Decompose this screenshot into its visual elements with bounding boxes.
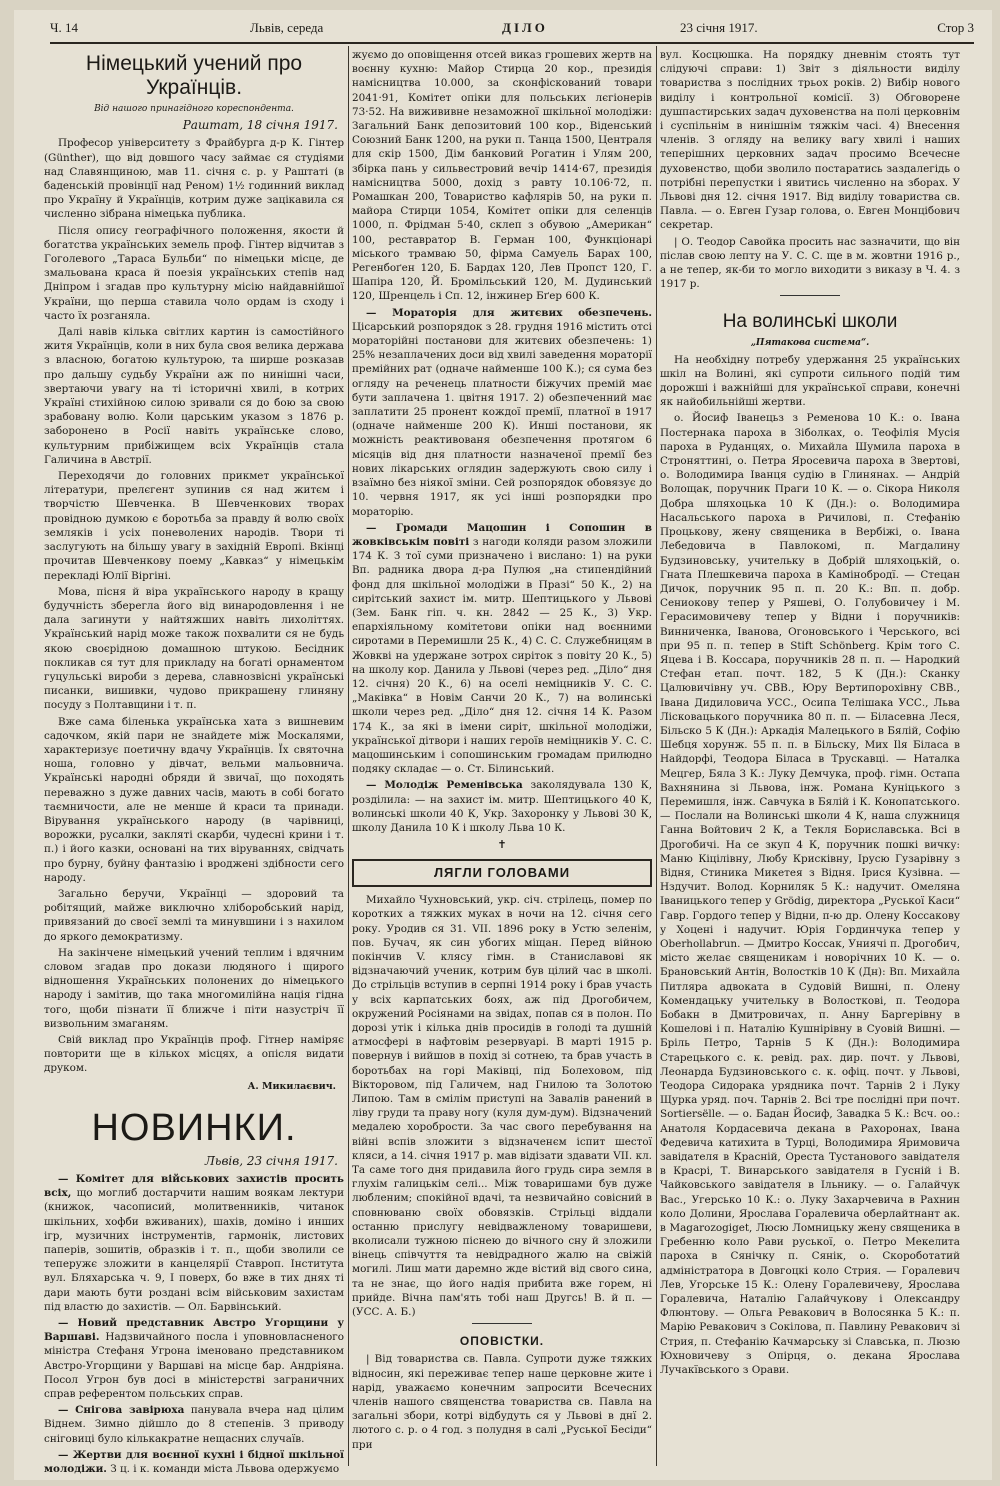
- divider: [472, 1323, 532, 1324]
- schools-subtitle: „Пятакова система“.: [750, 338, 870, 349]
- article-paragraph: Далі навів кілька світлих картин із самостійного житя Українців, коли в них була своя велика держава з власною, богатою культурою, та ширше розказав про дальшу судьбу України аж по нинішні часи, звертаючи увагу на ті історичні хвилі, в котрих Україні стихійною силою зривали ся до бою за свою зрабовану волю. Коли царським указом з 1876 р. заборонено в Росії навіть українське слово, культурним прибіжищем всіх Українців стала Галичина в Австрії.: [44, 326, 344, 466]
- issue-date: 23 січня 1917.: [680, 20, 758, 35]
- article-paragraph: Переходячи до головних прикмет української літератури, прелєгент зупинив ся над житєм і творчістю Шевченка. В Шевченкових творах провідною думкою є боротьба за правду й волю своїх земляків і усіх поневолених народів. Твори ті заслугують на більшу увагу в західній Европі. Вкінці прочитав Шевченкову поему „Кавказ“ у німецькім перекладі Юлії Віргіні.: [44, 470, 344, 582]
- announcement-text: | Від товариства св. Павла. Супроти дуже тяжких відносин, які переживає тепер наше церковне жите і нарід, уважаємо конечним запросити Всечесних членів нашого священства товариства св. Павла на загальні збори, котрі відбудуть ся у Львові в днї 2. лютого с. р. о 4 год. з полудня в салі „Руської Бесіди“ при: [352, 1353, 652, 1451]
- column-2: [352, 48, 652, 1468]
- article-paragraph: Після опису географічного положення, якости й богатства українських земель проф. Гінтер відчитав з Гоголевого „Тараса Бульби“ по німецьки місце, де змальована краса й поезія українських степів над Дніпром і згадав про культурну місію найдавнійшої України, що перша ставила чоло ордам із сходу і часто їх розганяла.: [44, 224, 344, 322]
- newspaper-page: [14, 10, 992, 1480]
- news-item-text: з нагоди коляди разом зложили 174 К. З тої суми призначено і вислано: 1) на руки Вп. радника двора д-ра Пулюя „на стипендійний фонд для шкільної молодіжи в Празі“ 50 К., 2) на сирітський захист ім. митр. Шептицького у Львові (Зем. Банк гіп. ч. кн. 2842 — 25 К., 3) Укр. епархіяльному комітетови опіки над воєнними сиротами в Перемишли 25 К., 4) С. С. Служебницям в Жовкві на удержане зотрох сиріток з повіту 20 К., 5) на школу кор. Данила у Львові (через ред. „Діло“ дня 12. січня) 20 К., 6) на оселі неміцників У. С. С. „Маківка“ в Новім Санчи 20 К., 7) на волинські школи через ред. „Діло“ дня 12. січня 14 К. Разом 174 К., за які в імени сиріт, шкільної молодіжи, української дітвори і наших героїв неміцників У. С. С. мацошинським і сопошинським громадам прилюдно подяку складає — о. Ст. Білинський.: [352, 535, 653, 776]
- news-item: [44, 1172, 344, 1314]
- news-item-text: заколядувала 130 К, розділила: — на захист ім. митр. Шептицького 40 К, волинські школи 40 К, Укр. Захоронку у Львові 30 К, школу Данила 10 К і школу Льва 10 К.: [352, 779, 652, 834]
- schools-intro: На необхідну потребу удержання 25 українських шкіл на Волині, які супроти сильного подій тим дорожші і важнійші для української справи, конечні як найобильнійші жертви.: [660, 353, 960, 409]
- news-item-lead: — Жертви для воєнної кухні і бідної шкільної молодіжи.: [44, 1448, 344, 1476]
- article-paragraph: Свій виклад про Українців проф. Гітнер наміряє повторити ще в кількох місцях, а опісля видати друком.: [44, 1034, 344, 1075]
- page-header: [50, 16, 974, 40]
- column-1: [44, 48, 344, 1476]
- news-item: [44, 1316, 344, 1401]
- article-paragraph: На закінчене німецький учений теплим і вдячним словом згадав про докази людяного і щирого відношення Українських полонених до німецького народу і замітив, що така многомилійна нація гідна того, щоби пізнати її ближче і піти назустріч її визвольним змаганям.: [44, 946, 344, 1030]
- news-item: [352, 306, 652, 519]
- article-paragraph: Професор університету з Фрайбурга д-р К. Гінтер (Günther), що від довшого часу займає ся студіями над Славянщиною, мав 11. січня с. р. у Раштаті (в баденській провінції над Реном) 1½ годинний виклад про Україну й Українців, котрим дуже зацікавила ся численно зібрана німецька публика.: [44, 137, 344, 221]
- announcement-text: | О. Теодор Савойка просить нас зазначити, що він післав свою лепту на У. С. С. ще в м. жовтни 1916 р., а не тепер, як-би то могло виходити з виказу в Ч. 4. з 1917 р.: [660, 235, 960, 291]
- donations-paragraph: жуємо до оповіщення отсей виказ грошевих жертв на воєнну кухню: Майор Стирца 20 кор., президія намісництва 10.000, за сконфіскований товари 2041·91, Комітет опіки для польських лєгіонерів 73·52. На вижививне незаможної шкільної молодіжи: Загальний Банк депозитовий 100 кор., Віденський Союзний Банк 1200, на руки п. Танца 1500, Централя для скір 1500, Дім банковий Рогатин і Улям 200, збірка пань у сильвестровий вечір 1414·67, президія намісництва 5000, дохід з равту 10.106·72, п. Ромашкан 200, Товариство кафлярів 50, на руки п. майора Стирци 1054, Комітет опіки для селенців 1000, п. Фрідман 5·40, склеп з обувою „Американ“ 100, реставратор В. Герман 100, Функціонарі міського трамваю 50, фірма Самуель Барах 100, Регенбоґен 120, Б. Бардах 120, Лев Пропст 120, Г. Шапіра 120, Й. Бромільський 120, М. Дудинський 120, Шренцель і Сп. 12, інжинер Бґер 600 К.: [352, 49, 652, 303]
- article-paragraph: Мова, пісня й віра українського народу в кращу будучність зберегла його від винародовлення і не дала загинути у найтяжших навіть лихоліттях. Український нарід може також похвалити ся не будь якою своєрідною домашною штукою. Бесідник покликав ся тут для прикладу на богаті орнаментом гуцульські вироби з дерева, славнозвісні українські писанки, вишивки, чудово прикрашену глиняну посуду з Полтавщини і т. п.: [44, 585, 344, 712]
- article-title: Німецький учений про Українців.: [85, 52, 303, 99]
- article-subtitle: Від нашого принагідного кореспондента.: [94, 104, 294, 114]
- schools-title: На волинські школи: [722, 311, 898, 333]
- news-dateline: Львів, 23 січня 1917.: [204, 1153, 338, 1168]
- header-rule: [50, 42, 974, 44]
- schools-body: о. Йосиф Іванецьз з Ременова 10 К.: о. Івана Постернака пароха в Зіболках, о. Теофілія Мусія пароха в Руданцях, о. Михайла Шумила пароха в Строняттині, о. Петра Яросевича пароха в Звертові, о. Володимира Іванця судію в Глинянах. — Андрій Волощак, поручник Праги 10 К. — о. Сікора Николя Добра шляхоцька 10 К (Дн.): о. Володимира Насальського пароха в Ричилові, п. Стефанію Процькову, жену священика в Вербіжі, о. Івана Лебедовича в Павлокомі, п. Магдалину Будзиновську, учительку в Добрій шляхоцькій, о. Гната Плешкевича пароха в Камінобродї. — Стецан Дичок, поручник 95 п. п. 20 К.: Вп. п. добр. Сениокову тепер у Ряшеві, О. Голубовичеу і М. Герасимовичеву тепер у Відни і поручників: Винниченка, Іванова, Огоновського і Черського, всі при 95 п. п. тепер в Stift Schönberg. Крім того С. Яцева і В. Коссара, поручників 28 п. п. — Народкий Стефан етап. почт. 182, 5 К (Дн.): Сканку Цалювичівну уч. СВВ., Юру Вертипорохівну СВВ., Івана Дидиловича УСС., Осипа Телішака УСС., Льва Лісковацького поручника 80 п. п. — Біласевна Леся, Більско 5 К (Дн.): Аркадія Малецького в Бялій, Софію Шебця хорунж. 55 п. п. в Більску, Мих Ilя Біласа в Найдорфі, Теодора Біласа в Трускавці. — Наталка Мецгер, Бяла 3 К.: Луку Демчука, проф. гімн. Остапа Вахнянина зі Львова, інж. Романа Куніцького з Перемишля, інж. Савчука в Бялій і К. Конопатського. — Послали на Волинські школи 4 К, наша служниця Ганна Войтович 2 К, а Текля Бориславська. Всі в Дрогобичі. На се зкуп 4 К, поручник пошкі вичку: Маню Кіцілівну, Любу Крисківну, Ірусю Гузарівну з Відня, Стиника Микетея з Відня. Ірися Кузівна. — Нздучит. Волод. Корниляк 5 К.: надучит. Омеляна Іваницького тепер у Grödig, директора „Руської Каси“ Гавр. Гордого тепер у Відни, п-ю др. Олену Коссакову у Хоцені і надучит. Юрія Гординчука тепер у Oberhollabrun. — Дмитро Коссак, Униячі п. Дрогобич, місто желає священикам і новорічних 10 К. — о. Брановський Антін, Волостків 10 К (Дн): Вп. Михайла Питляра адвоката в Судовій Вишні, п. Олену Комендацьку учительку в Волостковi, п. Теодора Бобакн в Дмитровичах, п. Анну Баргерівну в Кошелові і п. Наталію Кушнірівну в Суовій Вишні. — Бріль Петро, Тарнів 5 К (Дн.): Володимира Старецького с. к. ревід. рах. дир. почт. у Львові, Леонарда Будзиновського с. к. офіц. почт. у Львові, Теодора Сидорака урядника почт. Тарнів 2 і Луку Щурка уряд. поч. Тарнів 2. Всі тре послідні при почт. Sortiersëlle. — о. Бадан Йосиф, Завадка 5 К.: Всч. оо.: Анатоля Кордасевича декана в Рахоронах, Івана Федевича катихита в Турці, Володимира Яримовича завідателя в Красній, Ореста Тустанового завідателя в Красрі, Т. Винарського завідателя в Гусній і В. Чайковського завідателя в Ільнику. — о. Галайчук Вас., Угерсько 10 К.: о. Луку Захарчевича в Рахнин коло Долини, Ярослава Горалевича оберлайтнант ак. в Magarozogiget, Люсю Ломницьку жену священика в Гребенню коло Рави руської, о. Петро Мекелита пароха в Сянічку п. Сянік, о. Скороботатий адміністратора в Довгоцкі коло Стрия. — Горалевич Лев, Угорське 15 К.: Олену Горалевичеву, Ярослава Горалевича, Наталію Галайчукову і Олександру Флюнтову. — Ольга Ревакович в Волосянка 5 К.: п. Марію Ревакович з Сокілова, п. Павлину Ревакович зі Стрия, п. Стефанію Качмарську зі Славська, п. Люзю Юхновичеву з Опірця, о. декана Ярослава Лучакївського з Орави.: [660, 412, 960, 1377]
- news-item-text: Надзвичайного посла і уповновласненого міністра Стефаня Угрона іменовано представником Австро-Угорщини у Варшаві на місце бар. Андріяна. Посол Угрон був досі в міністерстві заграничних справ референтом польських справ.: [44, 1331, 344, 1401]
- news-item-lead: — Снігова завірюха: [58, 1404, 185, 1417]
- news-item-text: панувала вчера над цілим Віднем. Зимно дійшло до 8 степенів. З приводу сніговиці було кількакратне нещасних случаїв.: [44, 1404, 344, 1445]
- news-item: [44, 1448, 344, 1476]
- page-number: Стор 3: [937, 20, 974, 35]
- article-signature: А. Микилаєвич.: [247, 1080, 336, 1092]
- column-rule-1: [348, 46, 349, 1466]
- divider: [780, 295, 840, 296]
- news-section-title: НОВИНКИ.: [91, 1106, 297, 1149]
- issue-number: Ч. 14: [50, 20, 78, 35]
- news-item: [44, 1403, 344, 1446]
- cross-icon: ✝: [497, 838, 507, 852]
- announcement-continued: вул. Косцюшка. На порядку дневнім стоять тут слідуючі справи: 1) Звіт з діяльности виділу товариства з послідних трьох років. 2) Вибір нового виділу і контрольної комісії. 3) Обговорене душпастирських задач духовенства на полі церковнім і суспільнім в нинішнім тяжкім часі. 4) Внесення членів. З огляду на велику вагу хвилі і наших теперішних церковних задач просимо Всечесне духовенство, щоби зволило постаратись заздалегідь о потрібні перепустки і явитись численно на зборах. У Львові дня 12. січня 1917. Від виділу товариства св. Павла. — о. Евген Гузар голова, о. Евген Монцібович секретар.: [660, 49, 960, 232]
- article-paragraph: Вже сама біленька українська хата з вишневим садочком, якій пари не знайдете між Москалями, характеризує поетичну вдачу Українців. Їх святочна ноша, головно у дівчат, вельми мальовнича. Українські народні обряди й звичаї, що походять переважно з дуже давних часів, мають в собі богато таємничости, але не менше й краси та принади. Вірування українського народу (в чарівниці, ворожки, русалки, заклятi скарби, чудесні крини і т. п.) і його казки, основані на тих віруваннях, свідчать про бурну, буйну фантазію і вроджені здібности сего народу.: [44, 715, 344, 884]
- news-item-lead: — Мораторія для житєвих обезпечень.: [366, 306, 652, 319]
- article-paragraph: Загально беручи, Українці — здоровий та робітящий, майже виключно хліборобський нарід, привязаний до своєї землі та минувшини і з нахилом до яркого демократизму.: [44, 887, 344, 943]
- column-3: [660, 48, 960, 1468]
- news-item-lead: — Комітет для військових захистів просить всіх,: [44, 1173, 344, 1200]
- obituary-box: ЛЯГЛИ ГОЛОВАМИ: [352, 859, 652, 887]
- news-item-lead: — Молодіж Ременівська: [366, 779, 523, 792]
- news-item-text: З ц. і к. команди міста Львова одержуємо: [110, 1463, 340, 1476]
- place-day: Львів, середа: [250, 20, 324, 35]
- news-item: [352, 521, 652, 777]
- announcements-title: ОПОВІСТКИ.: [459, 1334, 545, 1349]
- news-item-text: Цісарський розпорядок з 28. грудня 1916 містить отсі мораторійні постанови для житєвих обезпечень: 1) 25% незаплачених доси від хвилі заведення мораторії премійних рат (одначе найменше 100 К.); ся сума без огляду на реченець платности біжучих премій має бути заплачена 1. цвітня 1917. 2) обезпеченний має заплатити 25 пронент кождої премії, платної в 1917 (одначе найменше 200 К). Инші постанови, як можність реактивованя обезпечення протягом 6 місяців від дня платности назначеної премії без нових лікарських оглядин задержують свою силу і взаїмно без ніякої зміни. Сей розпорядок обовязує до 10. червня 1917, як усі інші розпорядки про мораторію.: [352, 320, 652, 518]
- news-item-lead: — Новий представник Австро Угорщини у Варшаві.: [44, 1317, 344, 1344]
- article-dateline: Раштат, 18 січня 1917.: [182, 118, 338, 133]
- news-item: [352, 778, 652, 835]
- column-rule-2: [656, 46, 657, 1466]
- news-item-lead: — Громади Мацошин і Сопошин в жовківськім повіті: [352, 521, 652, 548]
- masthead: ДІЛО: [502, 20, 548, 35]
- news-item-text: що моглиб достарчити нашим воякам лектури (книжок, часописий, молитвенників, читанок шкільних, хофби вживаних), шахів, доміно і инших ігр, музичних інструментів, гармонік, листових паперів, зошитів, образків і т. п., щоби зволили се теперужє зложити в канцелярії Ставроп. Інститута вул. Бляхарська ч. 9, І поверх, бо вже в тих днях ті дари мають бути роздані всім військовим захистам під властю до захистів. — Ол. Барвінський.: [44, 1187, 344, 1313]
- obituary-text: Михайло Чухновський, укр. січ. стрілець, помер по коротких а тяжких муках в ночи на 12. січня сего року. Уродив ся 31. VII. 1896 року в Устю зеленім, пов. Бучач, як син убогих міщан. Перед війною покінчив V. клясу гімн. в Станиславові як відзначаючий ученик, котрим був цілий час в школі. До стрільців вступив в серпні 1914 року і брав участь у всіх карпатських боях, аж під Дрогобичем, окружений Росіянами на звідах, попав ся в полон. По дорозі утік і кілька днів просидів в голоді та душній атмосфері в нафтовім резервуарі. В марті 1915 р. повернув і вийшов в похід зі сотнею, та брав участь в боротьбах на горі Маківці, під Болеховом, під Вікторовом, під Галичем, над Гнилою та Золотою Липою. Там в смілім приступі на Завалів ранений в ліву груди та праву ногу (куля дум-дум). Відзначений медалею хоробрости. За час свого перебування на війні вспів зложити з відзначенєм іспит шестої кляси, а 14. січня 1917 р. мав відізати здавати VII. кл. Та саме того дня придавила його грудь сира земля в глухім галицькім селі... Між товаришами був дуже любленим; спокійної вдачі, та незвичайно совісний в сповнюваню своїх обовязків. Стрільці віддали останню прислугу невідважленому товаришеви, вколисали тужною піснею до вічного сну й зложили вінець співчуття та невідрадного жалю на свіжій могилі. Лиш мати даремно жде вістий від свого сина, та не знає, що його надія прибита вже горем, ні прийде. Вічна пам'ять тобі наш Другсь! В. й п. — (УСС. А. Б.): [352, 894, 652, 1319]
